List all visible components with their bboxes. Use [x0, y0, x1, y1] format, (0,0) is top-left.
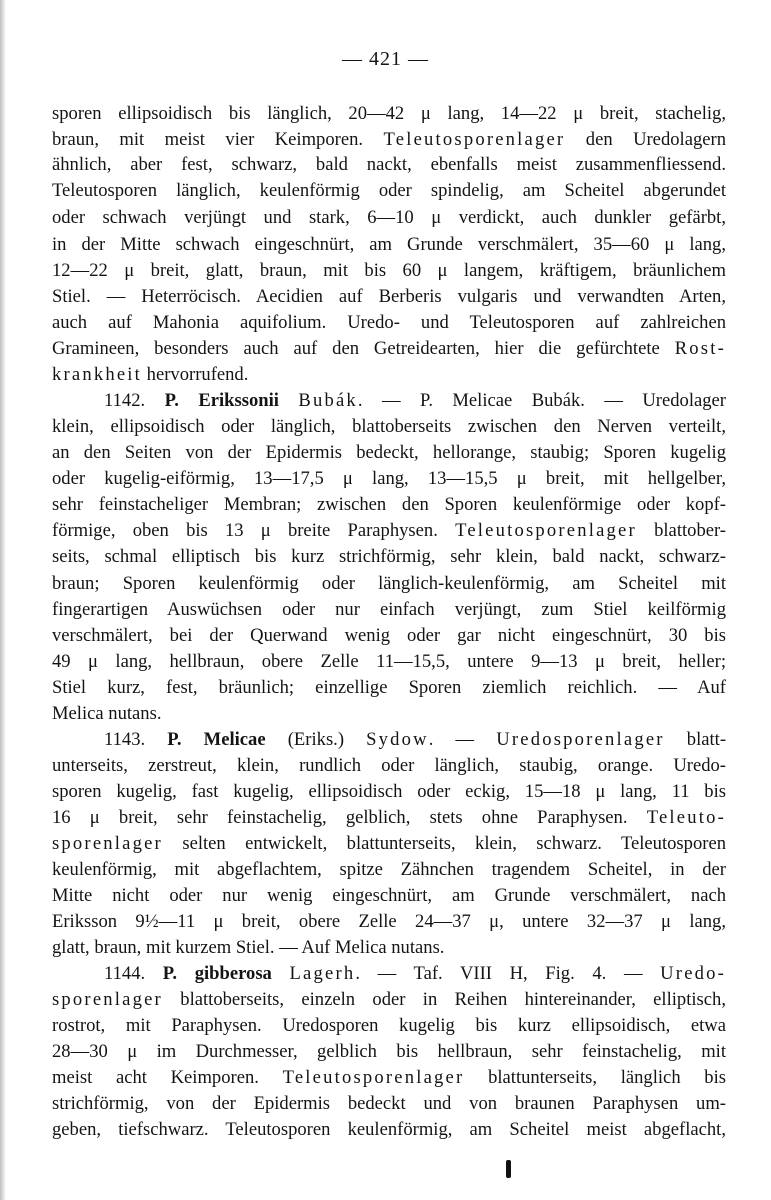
spaced-term: Uredosporenlager: [496, 729, 665, 750]
text-run: . — Taf. VIII H, Fig. 4. —: [355, 963, 661, 984]
text-line: [52, 492, 726, 518]
text-line: [104, 727, 726, 753]
text-line: [52, 518, 726, 544]
spaced-term: krankheit: [52, 364, 143, 385]
text-run: den Uredolagern: [565, 129, 726, 150]
spaced-term: Teleuto-: [646, 807, 726, 828]
spaced-term: Lagerh: [289, 963, 356, 984]
text-line: [52, 101, 726, 127]
text-run: Mitte nicht oder nur wenig eingeschnürt, am Grunde verschmälert, nach: [52, 885, 726, 906]
text-line: [52, 909, 726, 935]
text-run: ähnlich, aber fest, schwarz, bald nackt, ebenfalls meist zusammenfliessend.: [52, 154, 726, 175]
spaced-term: Bubák: [298, 390, 358, 411]
text-line: [52, 1065, 726, 1091]
text-line: [52, 857, 726, 883]
text-line: [52, 205, 726, 231]
species-name: P. Erikssonii: [164, 390, 279, 411]
text-line: [52, 544, 726, 570]
text-run: Stiel kurz, fest, bräunlich; einzellige Sporen ziemlich reichlich. — Auf: [52, 677, 726, 698]
text-run: geben, tiefschwarz. Teleutosporen keulenförmig, am Scheitel meist abgeflacht,: [52, 1119, 726, 1140]
text-run: . —: [428, 729, 497, 750]
text-run: seits, schmal elliptisch bis kurz strichförmig, sehr klein, bald nackt, schwarz-: [52, 546, 726, 567]
text-run: Melica nutans.: [52, 703, 162, 724]
text-run: blattober-: [636, 520, 727, 541]
text-line: [52, 1091, 726, 1117]
text-line: [52, 362, 726, 388]
text-run: 28—30 μ im Durchmesser, gelblich bis hellbraun, sehr feinstachelig, mit: [52, 1041, 726, 1062]
text-line: [52, 987, 726, 1013]
spaced-term: Sydow: [366, 729, 429, 750]
spaced-term: sporenlager: [52, 833, 163, 854]
text-run: 1143.: [104, 729, 168, 750]
spaced-term: Teleutosporenlager: [455, 520, 637, 541]
text-line: [52, 701, 726, 727]
text-run: (Eriks.): [265, 729, 367, 750]
text-run: rostrot, mit Paraphysen. Uredosporen kugelig bis kurz ellipsoidisch, etwa: [52, 1015, 726, 1036]
spaced-term: Rost-: [674, 338, 726, 359]
text-line: [52, 831, 726, 857]
text-line: [52, 883, 726, 909]
text-run: 49 μ lang, hellbraun, obere Zelle 11—15,5, untere 9—13 μ breit, heller;: [52, 651, 726, 672]
text-line: [52, 284, 726, 310]
text-line: [104, 961, 726, 987]
ink-mark: [506, 1160, 511, 1178]
text-run: meist acht Keimporen.: [52, 1067, 283, 1088]
text-run: klein, ellipsoidisch oder länglich, blattoberseits zwischen den Nerven verteilt,: [52, 416, 726, 437]
text-run: [279, 390, 298, 411]
text-run: in der Mitte schwach eingeschnürt, am Grunde verschmälert, 35—60 μ lang,: [52, 234, 726, 255]
text-line: [52, 258, 726, 284]
text-line: [52, 310, 726, 336]
text-line: [52, 466, 726, 492]
text-line: [52, 571, 726, 597]
text-line: [52, 440, 726, 466]
page-number: — 421 —: [342, 48, 429, 70]
text-run: 1142.: [104, 390, 165, 411]
text-line: [52, 178, 726, 204]
text-line: [52, 623, 726, 649]
text-run: 1144.: [104, 963, 163, 984]
text-line: [52, 336, 726, 362]
text-run: 16 μ breit, sehr feinstachelig, gelblich, stets ohne Paraphysen.: [52, 807, 647, 828]
text-line: [52, 1039, 726, 1065]
text-run: verschmälert, bei der Querwand wenig oder gar nicht eingeschnürt, 30 bis: [52, 625, 726, 646]
text-run: blatt-: [664, 729, 727, 750]
text-run: braun, mit meist vier Keimporen.: [52, 129, 384, 150]
spaced-term: Teleutosporenlager: [282, 1067, 465, 1088]
text-run: Teleutosporen länglich, keulenförmig oder spindelig, am Scheitel abgerundet: [52, 180, 726, 201]
text-line: [52, 1117, 726, 1143]
text-run: unterseits, zerstreut, klein, rundlich oder länglich, staubig, orange. Uredo-: [52, 755, 726, 776]
spaced-term: Teleutosporenlager: [383, 129, 566, 150]
spaced-term: Uredo-: [660, 963, 727, 984]
text-run: Gramineen, besonders auch auf den Getreidearten, hier die gefürchtete: [52, 338, 675, 359]
text-run: . — P. Melicae Bubák. — Uredolager: [357, 390, 726, 411]
text-run: auch auf Mahonia aquifolium. Uredo- und Teleutosporen auf zahlreichen: [52, 312, 726, 333]
text-run: hervorrufend.: [142, 364, 249, 385]
text-run: blattunterseits, länglich bis: [464, 1067, 726, 1088]
text-run: Eriksson 9½—11 μ breit, obere Zelle 24—37 μ, untere 32—37 μ lang,: [52, 911, 726, 932]
text-line: [52, 779, 726, 805]
text-line: [52, 597, 726, 623]
text-run: oder schwach verjüngt und stark, 6—10 μ verdickt, auch dunkler gefärbt,: [52, 207, 726, 228]
text-run: braun; Sporen keulenförmig oder länglich-keulenförmig, am Scheitel mit: [52, 573, 726, 594]
text-run: strichförmig, von der Epidermis bedeckt und von braunen Paraphysen um-: [52, 1093, 726, 1114]
text-line: [52, 152, 726, 178]
text-run: fingerartigen Auswüchsen oder nur einfach verjüngt, zum Stiel keilförmig: [52, 599, 726, 620]
text-run: glatt, braun, mit kurzem Stiel. — Auf Melica nutans.: [52, 937, 445, 958]
text-line: [52, 805, 726, 831]
text-line: [104, 388, 726, 414]
text-line: [52, 935, 726, 961]
text-line: [52, 675, 726, 701]
text-line: [52, 753, 726, 779]
spaced-term: sporenlager: [52, 989, 163, 1010]
text-line: [52, 1013, 726, 1039]
text-run: blattoberseits, einzeln oder in Reihen hintereinander, elliptisch,: [162, 989, 726, 1010]
text-run: [272, 963, 290, 984]
page-edge-shadow: [0, 0, 6, 1200]
text-run: an den Seiten von der Epidermis bedeckt, hellorange, staubig; Sporen kugelig: [52, 442, 726, 463]
species-name: P. gibberosa: [162, 963, 272, 984]
text-run: förmige, oben bis 13 μ breite Paraphysen.: [52, 520, 456, 541]
text-run: selten entwickelt, blattunterseits, klein, schwarz. Teleutosporen: [162, 833, 726, 854]
text-run: 12—22 μ breit, glatt, braun, mit bis 60 μ langem, kräftigem, bräunlichem: [52, 260, 726, 281]
text-line: [52, 232, 726, 258]
text-run: sehr feinstacheliger Membran; zwischen den Sporen keulenförmige oder kopf-: [52, 494, 726, 515]
text-line: [52, 414, 726, 440]
text-run: oder kugelig-eiförmig, 13—17,5 μ lang, 13—15,5 μ breit, mit hellgelber,: [52, 468, 726, 489]
text-run: keulenförmig, mit abgeflachtem, spitze Zähnchen tragendem Scheitel, in der: [52, 859, 726, 880]
text-run: Stiel. — Heterröcisch. Aecidien auf Berberis vulgaris und verwandten Arten,: [52, 286, 726, 307]
species-name: P. Melicae: [167, 729, 266, 750]
text-line: [52, 649, 726, 675]
text-run: sporen kugelig, fast kugelig, ellipsoidisch oder eckig, 15—18 μ lang, 11 bis: [52, 781, 726, 802]
text-line: [52, 127, 726, 153]
text-run: sporen ellipsoidisch bis länglich, 20—42 μ lang, 14—22 μ breit, stachelig,: [52, 103, 726, 124]
